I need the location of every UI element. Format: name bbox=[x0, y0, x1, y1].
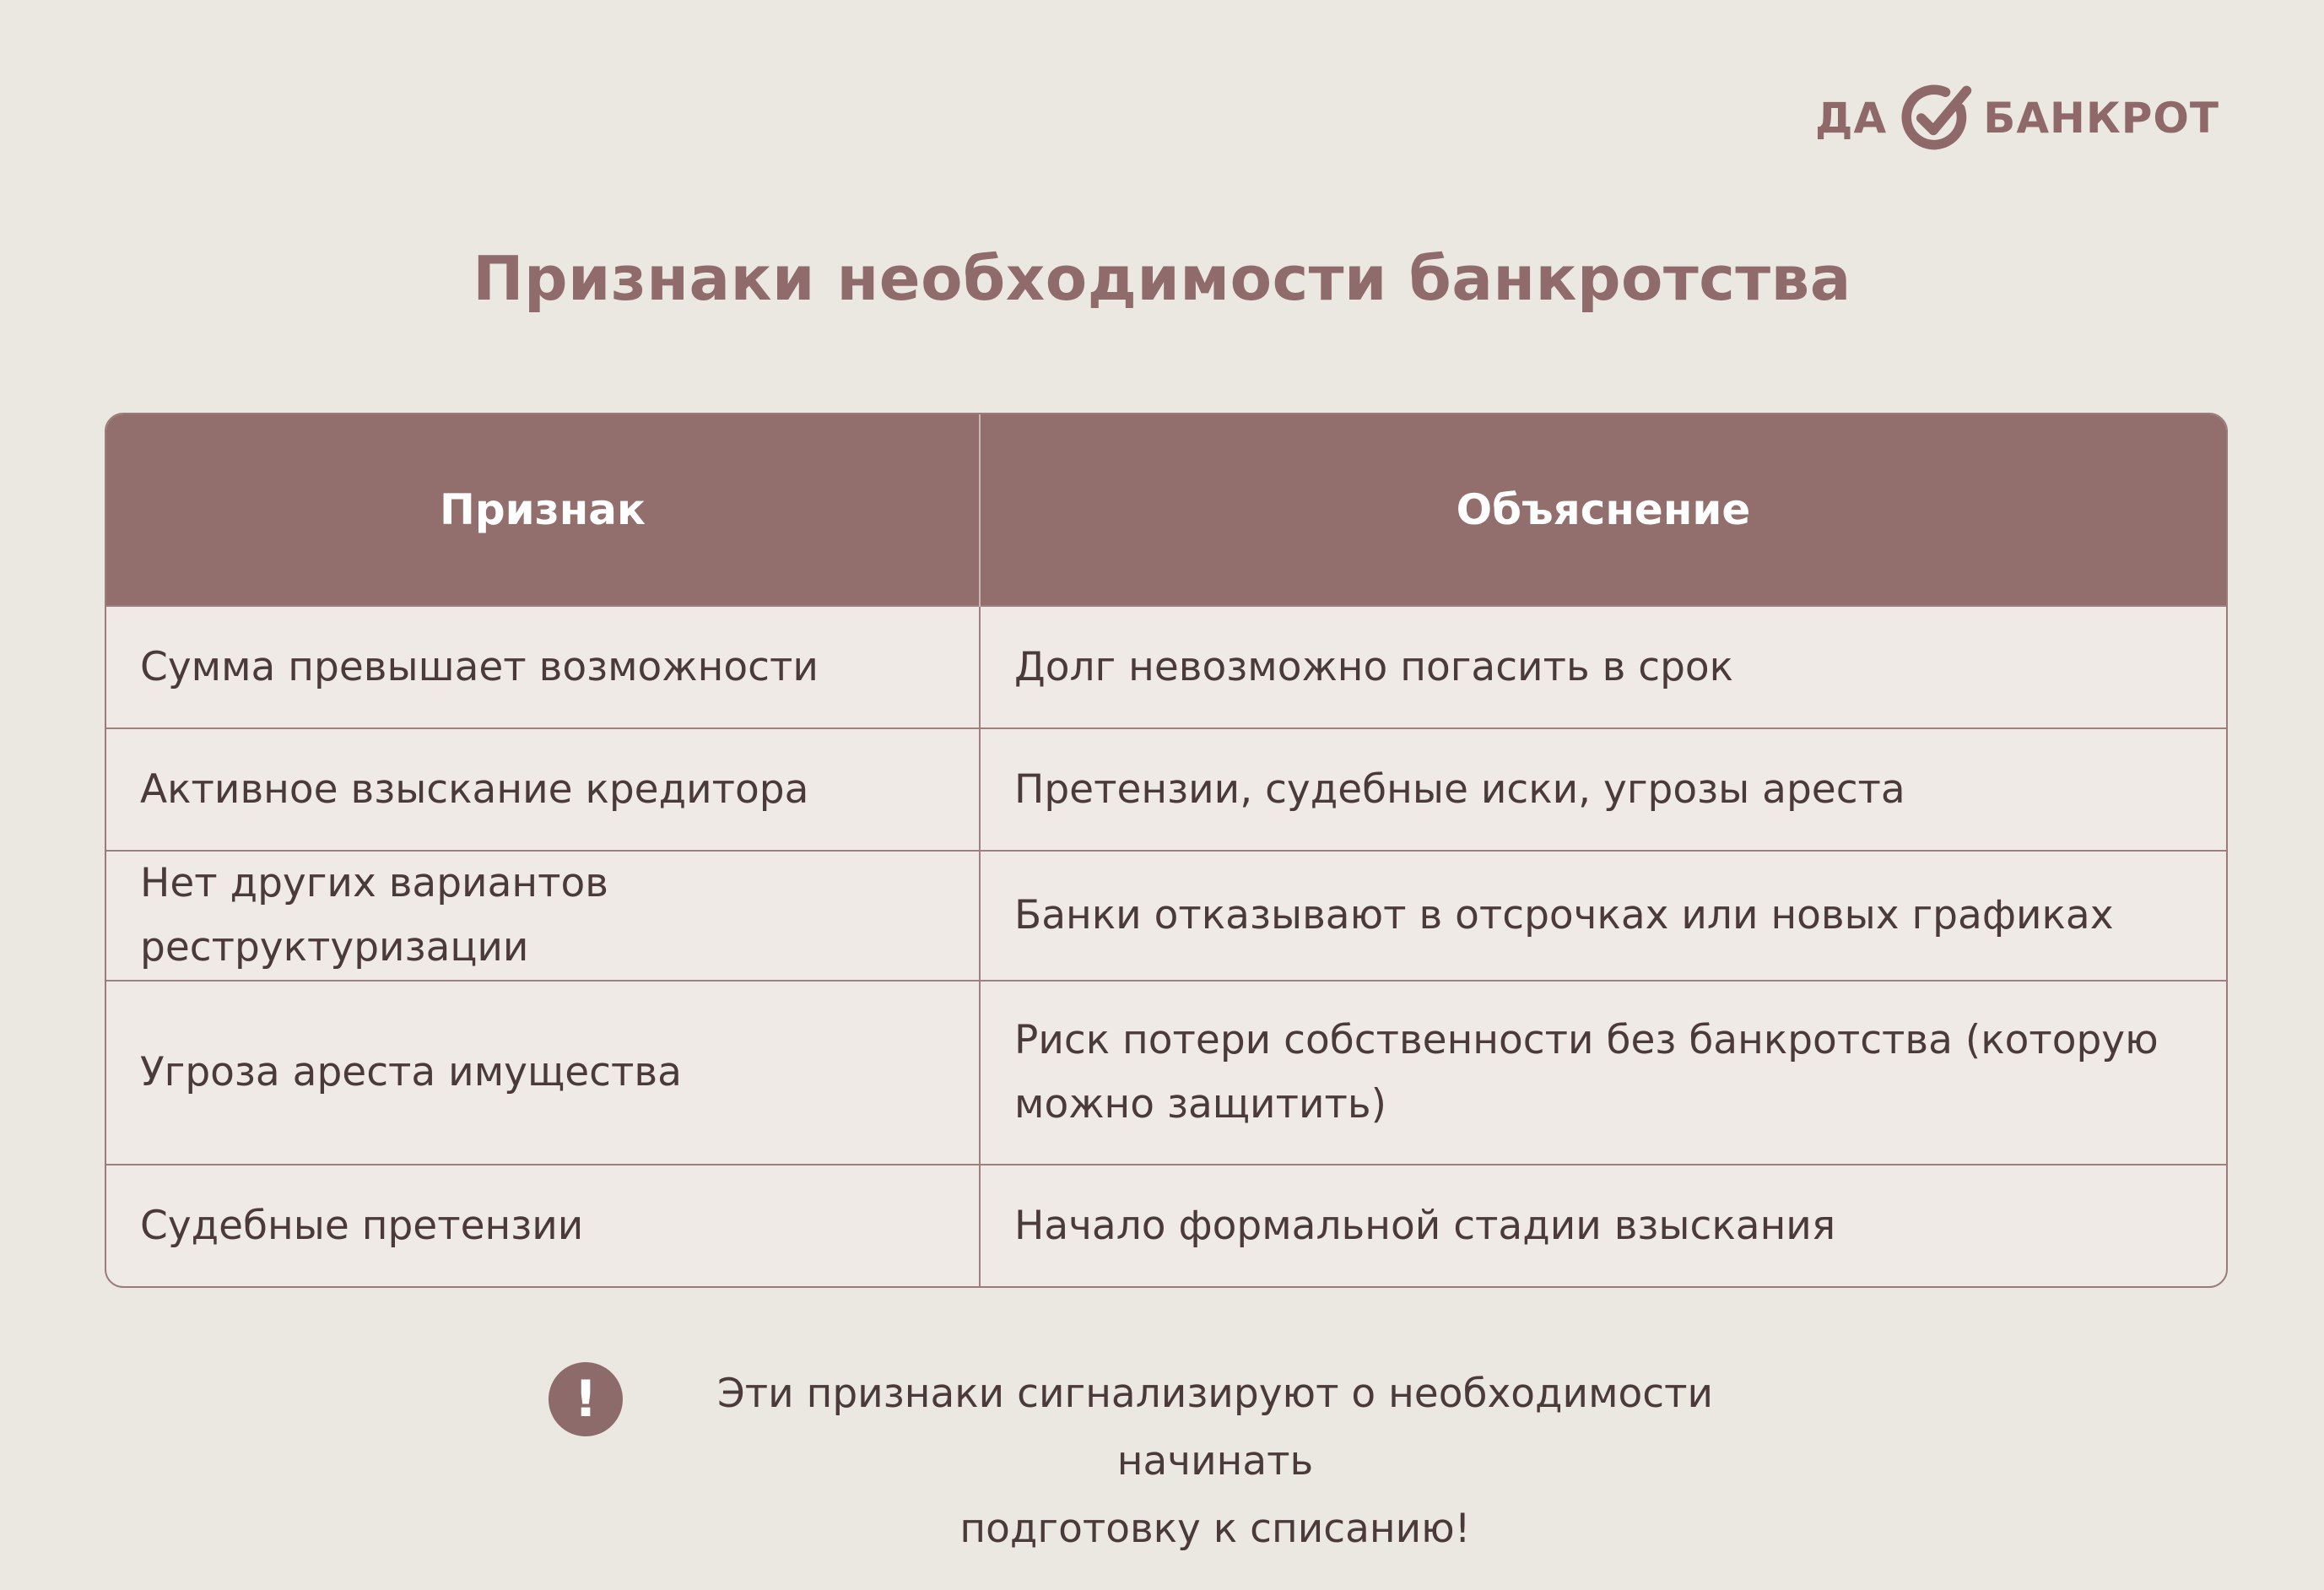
table-row bbox=[106, 1165, 2226, 1286]
table-cell-sign: Нет других вариантов реструктуризации bbox=[106, 851, 980, 981]
note-line-2: подготовку к списанию! bbox=[959, 1506, 1471, 1552]
table-cell-sign: Судебные претензии bbox=[106, 1165, 980, 1286]
page-title: Признаки необходимости банкротства bbox=[473, 243, 1851, 314]
table-row bbox=[106, 851, 2226, 981]
table-cell-sign: Сумма превышает возможности bbox=[106, 606, 980, 728]
table-cell-sign: Угроза ареста имущества bbox=[106, 981, 980, 1165]
table-cell-explanation: Риск потери собственности без банкротства (которую можно защитить) bbox=[980, 981, 2226, 1165]
table-header-row bbox=[106, 414, 2226, 606]
note-text bbox=[641, 1360, 1789, 1563]
table-cell-explanation: Начало формальной стадии взыскания bbox=[980, 1165, 2226, 1286]
table-cell-explanation: Долг невозможно погасить в срок bbox=[980, 606, 2226, 728]
table-row bbox=[106, 981, 2226, 1165]
column-header-sign: Признак bbox=[106, 414, 980, 606]
exclamation-icon: ! bbox=[549, 1362, 623, 1436]
table-row bbox=[106, 606, 2226, 728]
column-header-explanation: Объяснение bbox=[980, 414, 2226, 606]
table-cell-explanation: Претензии, судебные иски, угрозы ареста bbox=[980, 728, 2226, 851]
logo-text-da: ДА bbox=[1814, 94, 1888, 143]
table-cell-explanation: Банки отказывают в отсрочках или новых графиках bbox=[980, 851, 2226, 981]
note-block bbox=[0, 1350, 2324, 1552]
note-line-1: Эти признаки сигнализируют о необходимости начинать bbox=[716, 1371, 1714, 1485]
logo-text-bankrot: БАНКРОТ bbox=[1983, 94, 2219, 143]
brand-logo bbox=[1815, 78, 2219, 159]
signs-table bbox=[105, 413, 2228, 1288]
check-circle-icon bbox=[1895, 78, 1976, 159]
table-cell-sign: Активное взыскание кредитора bbox=[106, 728, 980, 851]
table-row bbox=[106, 728, 2226, 851]
